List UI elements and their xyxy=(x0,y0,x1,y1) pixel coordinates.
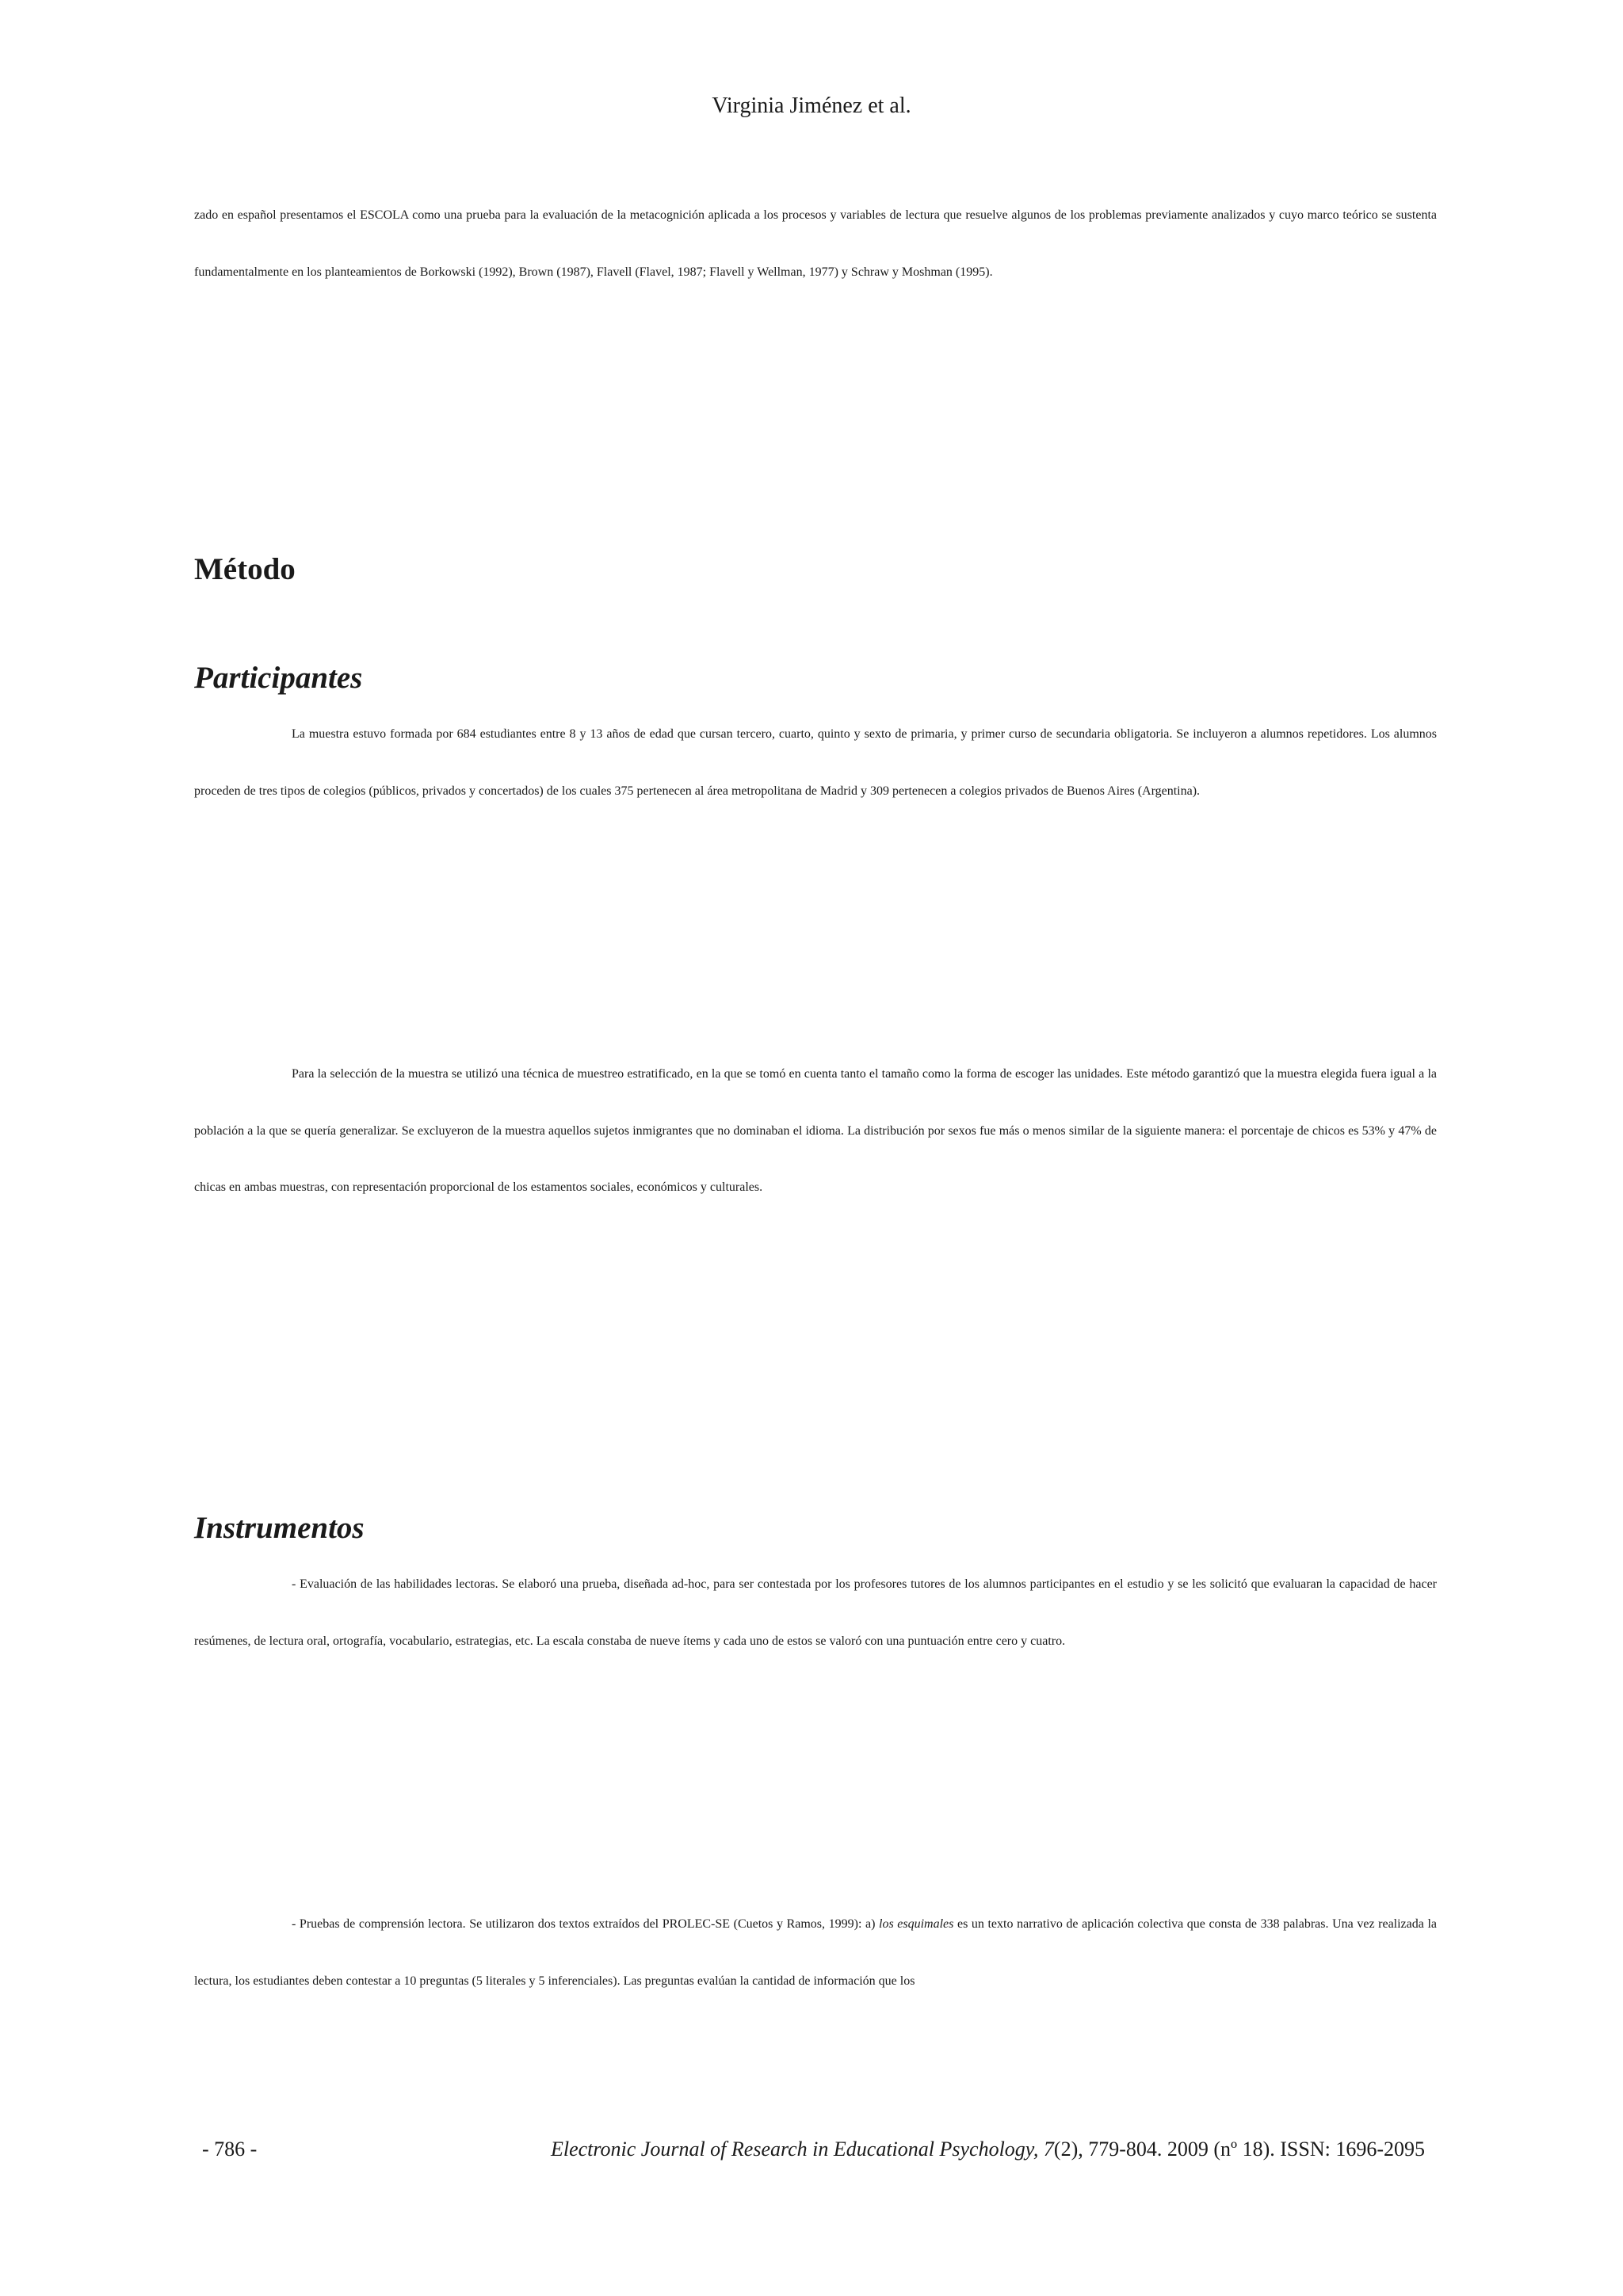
participants-paragraph-2: Para la selección de la muestra se utilizó una técnica de muestreo estratificado, en la que se tomó en cuenta tanto el tamaño como la forma de escoger las unidades. Este método garantizó que la muestra elegida fuera igual a la población a la que se quería generalizar. Se excluyeron de la muestra aquellos sujetos inmigrantes que no dominaban el idioma. La distribución por sexos fue más o menos similar de la siguiente manera: el porcentaje de chicos es 53% y 47% de chicas en ambas muestras, con representación proporcional de los estamentos sociales, económicos y culturales. xyxy=(194,1067,1437,1194)
journal-citation xyxy=(551,2138,1425,2161)
intro-paragraph: zado en español presentamos el ESCOLA como una prueba para la evaluación de la metacognición aplicada a los procesos y variables de lectura que resuelve algunos de los problemas previamente analizados y cuyo marco teórico se sustenta fundamentalmente en los planteamientos de Borkowski (1992), Brown (1987), Flavell (Flavel, 1987; Flavell y Wellman, 1977) y Schraw y Moshman (1995). xyxy=(194,208,1437,279)
subsection-heading-participants: Participantes xyxy=(194,661,363,695)
journal-issue-info: (2), 779-804. 2009 (nº 18). ISSN: 1696-2095 xyxy=(1053,2138,1425,2161)
participants-paragraph-2-block xyxy=(194,1046,1437,1216)
section-heading-method: Método xyxy=(194,552,296,586)
participants-paragraph-1: La muestra estuvo formada por 684 estudiantes entre 8 y 13 años de edad que cursan tercero, cuarto, quinto y sexto de primaria, y primer curso de secundaria obligatoria. Se incluyeron a alumnos repetidores. Los alumnos proceden de tres tipos de colegios (públicos, privados y concertados) de los cuales 375 pertenecen al área metropolitana de Madrid y 309 pertenecen a colegios privados de Buenos Aires (Argentina). xyxy=(194,727,1437,798)
instruments-paragraph-1: - Evaluación de las habilidades lectoras. Se elaboró una prueba, diseñada ad-hoc, para ser contestada por los profesores tutores de los alumnos participantes en el estudio y se les solicitó que evaluaran la capacidad de hacer resúmenes, de lectura oral, ortografía, vocabulario, estrategias, etc. La escala constaba de nueve ítems y cada uno de estos se valoró con una puntuación entre cero y cuatro. xyxy=(194,1577,1437,1648)
journal-title: Electronic Journal of Research in Educational Psychology, 7 xyxy=(550,2138,1054,2161)
subsection-heading-instruments: Instrumentos xyxy=(194,1511,365,1545)
instruments-paragraph-2 xyxy=(194,1896,1437,2009)
running-head: Virginia Jiménez et al. xyxy=(712,93,911,118)
participants-paragraph-1-block xyxy=(194,706,1437,819)
instruments-paragraph-1-block xyxy=(194,1556,1437,1669)
instruments-paragraph-2-text-a: - Pruebas de comprensión lectora. Se utilizaron dos textos extraídos del PROLEC-SE (Cuetos y Ramos, 1999): a) xyxy=(292,1917,880,1931)
intro-section xyxy=(194,187,1437,300)
instruments-paragraph-2-text-b: es un texto narrativo de aplicación colectiva que consta de 338 palabras. Una vez realizada la lectura, los estudiantes deben contestar a 10 preguntas (5 literales y 5 inferenciales). Las preguntas evalúan la cantidad de información que los xyxy=(194,1917,1438,1988)
instruments-paragraph-2-italic-title: los esquimales xyxy=(879,1917,954,1931)
page-number: - 786 - xyxy=(202,2138,258,2161)
instruments-paragraph-2-block xyxy=(194,1896,1437,2009)
